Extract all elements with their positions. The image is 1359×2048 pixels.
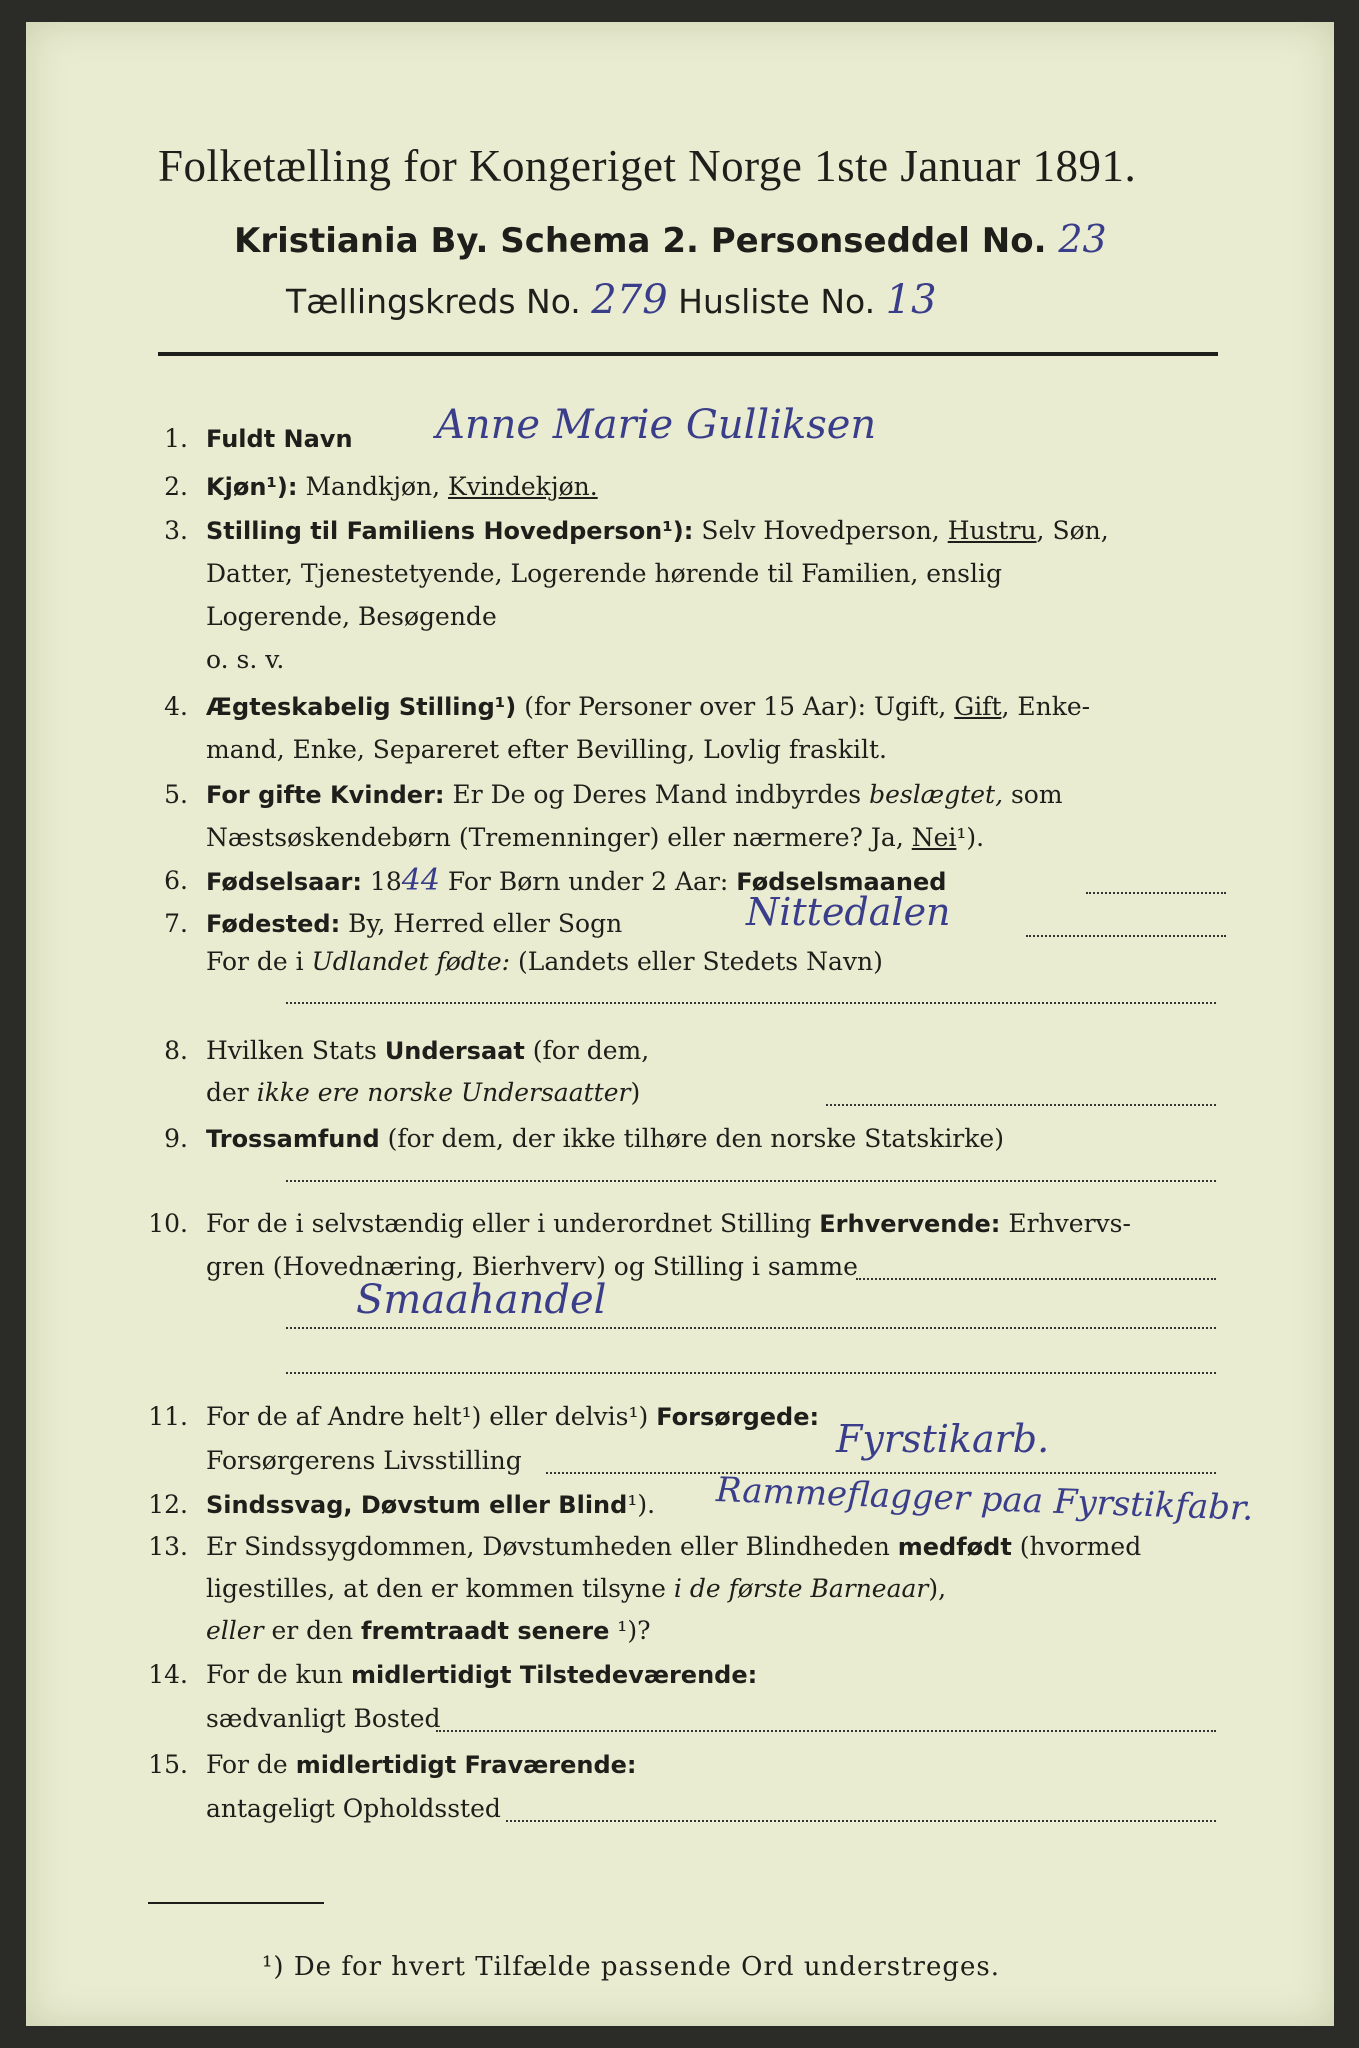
provider-occupation-value: Fyrstikarb. — [836, 1417, 1050, 1461]
form-title: Folketælling for Kongeriget Norge 1ste Januar 1891. — [158, 141, 1137, 191]
full-name-value: Anne Marie Gulliksen — [436, 402, 877, 448]
birthplace-value: Nittedalen — [746, 890, 951, 934]
census-form: Folketælling for Kongeriget Norge 1ste Januar 1891. Kristiania By. Schema 2. Personseddel No. 23 Tællingskreds No. 279 Husliste No. 13 1. Fuldt Navn Anne Marie Gulliksen 2. Kjøn¹): Mandkjøn, Kvindekjøn. 3. Stilling til Familiens Hovedperson¹): Selv Hovedperson, Hustru, Søn, Datter, Tjenestetyende, Logerende hørende til Familien, enslig Logerende, Besøgende o. s. v. 4. Ægteskabelig Stilling¹) (for Personer over 15 Aar): Ugift, Gift, Enke- mand, Enke, Separeret efter Bevilling, Lovlig fraskilt. 5. For gifte Kvinder: Er De og Deres Mand indbyrdes beslægtet, som Næstsøskendebørn (Tremenninger) eller nærmere? Ja, Nei¹). 6. Fødselsaar: 1844 For Børn under 2 Aar: Fødselsmaaned 7. Fødested: By, Herred eller Sogn Nittedalen For de i Udlandet fødte: (Landets eller Stedets Navn) 8. Hvilken Stats Undersaat (for dem, der ikke ere norske Undersaatter) 9. Trossamfund (for dem, der ikke tilhøre den norske Statskirke) 10. For de i selvstændig eller i underordnet Stilling Erhvervende: Erhvervs- gren (Hovednæring, Bierhverv) og Stilling i samme Smaahandel 11. For de af Andre helt¹) eller delvis¹) Forsørgede: Forsørgerens Livsstilling Fyrstikarb. 12. Sindssvag, Døvstum eller Blind¹). Rammeflagger paa Fyrstikfabr. 13. Er Sindssygdommen, Døvstumheden eller Blindheden medfødt (hvormed ligestilles, at den er kommen tilsyne i de første Barneaar), eller er den fremtraadt senere ¹)? 14. For de kun midlertidigt Tilstedeværende: sædvanligt Bosted 15. For de midlertidigt Fraværende: antageligt Opholdssted ¹) De for hvert Tilfælde passende Ord understreges. — [26, 22, 1334, 2026]
district-number: 279 — [591, 277, 668, 323]
header-rule — [158, 352, 1218, 356]
husliste-label: Husliste No. — [678, 282, 876, 321]
footnote-rule — [148, 1902, 324, 1904]
district-label: Tællingskreds No. — [286, 282, 581, 321]
personseddel-number: 23 — [1058, 217, 1107, 261]
husliste-number: 13 — [885, 277, 937, 323]
birth-year-value: 44 — [401, 863, 440, 898]
occupation-value: Smaahandel — [356, 1277, 607, 1323]
form-subtitle — [234, 217, 1107, 261]
district-line — [286, 277, 937, 323]
footnote: ¹) De for hvert Tilfælde passende Ord understreges. — [262, 1952, 1001, 1982]
note-value: Rammeflagger paa Fyrstikfabr. — [715, 1470, 1254, 1529]
subtitle-text: Kristiania By. Schema 2. Personseddel No. — [234, 221, 1047, 261]
